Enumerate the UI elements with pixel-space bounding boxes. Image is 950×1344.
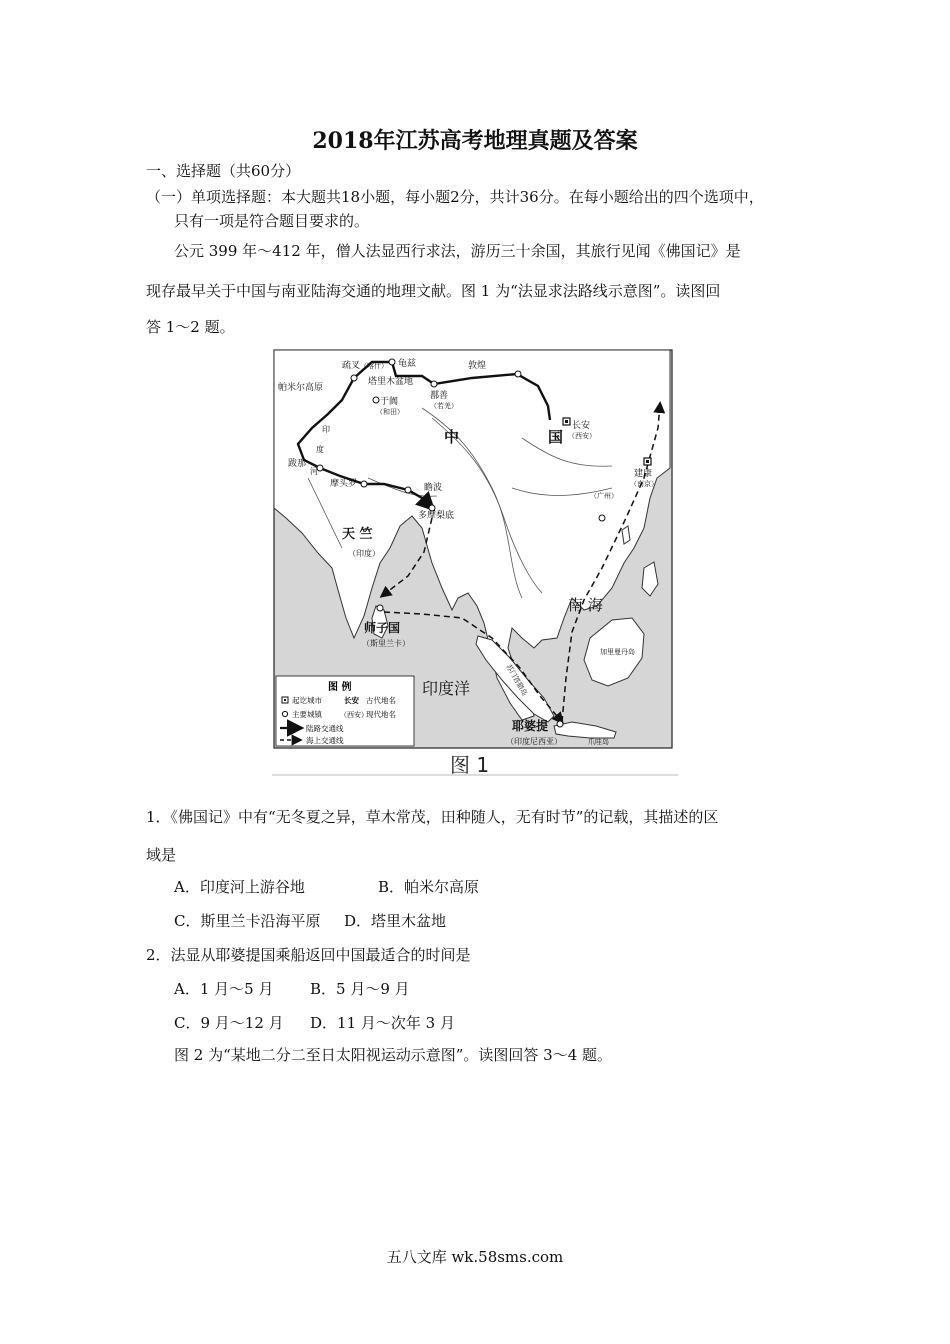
label-jiankang-modern: （南京） (630, 480, 658, 488)
legend-modern-label: 现代地名 (366, 710, 396, 719)
legend-ancient-label: 古代地名 (366, 696, 396, 705)
figure-2-intro: 图 2 为“某地二分二至日太阳视运动示意图”。读图回答 3～4 题。 (174, 1046, 613, 1064)
label-shanshan-modern: （若羌） (430, 402, 458, 410)
label-changan-modern: （西安） (568, 432, 596, 440)
legend-title: 图 例 (328, 682, 352, 693)
label-changan: 长安 (572, 421, 591, 431)
label-jiankang: 建康 (634, 469, 653, 479)
legend-start-city: 起讫城市 (292, 696, 322, 705)
label-tianzhu-modern: （印度） (348, 549, 380, 558)
label-guici: 龟兹 (398, 359, 417, 369)
subsection-line-2: 只有一项是符合题目要求的。 (174, 212, 370, 230)
figure-caption: 图 1 (450, 753, 490, 776)
legend-main-town: 主要城镇 (292, 710, 322, 719)
q2-option-a: A．1 月～5 月 (174, 980, 274, 998)
label-shiziguo: 师子国 (364, 621, 401, 635)
label-tamralipti: 多摩梨底 (418, 511, 455, 521)
legend-land-route: 陆路交通线 (306, 724, 344, 733)
label-kalimantan: 加里曼丹岛 (600, 648, 635, 656)
figure-1 (272, 348, 678, 776)
map-legend (276, 676, 414, 746)
label-shule-modern: （喀什） (360, 362, 388, 370)
subsection-line-1: （一）单项选择题：本大题共18小题，每小题2分，共计36分。在每小题给出的四个选项中， (146, 188, 764, 206)
label-yutian: 于阗 (380, 397, 399, 407)
legend-sea-route: 海上交通线 (306, 736, 344, 745)
q1-option-a: A．印度河上游谷地 (174, 878, 305, 896)
label-guangzhou: （广州） (590, 492, 618, 500)
label-tarim: 塔里木盆地 (368, 377, 414, 387)
intro-line-1: 公元 399 年～412 年，僧人法显西行求法，游历三十余国，其旅行见闻《佛国记》是 (174, 242, 741, 260)
label-java: 爪哇岛 (588, 738, 609, 746)
q2-option-c: C．9 月～12 月 (174, 1014, 284, 1032)
label-zhong: 中 (444, 428, 460, 446)
label-sumatra: 苏门答腊岛 (504, 663, 529, 698)
label-nanhai: 南 海 (568, 596, 603, 614)
label-shanshan: 鄯善 (430, 391, 449, 401)
intro-line-3: 答 1～2 题。 (146, 318, 235, 336)
label-yepoti-modern: （印度尼西亚） (506, 737, 562, 746)
intro-line-2: 现存最早关于中国与南亚陆海交通的地理文献。图 1 为“法显求法路线示意图”。读图回 (146, 282, 721, 300)
label-guo: 国 (548, 428, 564, 446)
page-title: 2018年江苏高考地理真题及答案 (312, 128, 638, 154)
q1-option-d: D．塔里木盆地 (344, 912, 447, 930)
q2-option-b: B．5 月～9 月 (310, 980, 410, 998)
label-yutian-modern: （和田） (376, 408, 404, 416)
label-mathura: 摩头罗 (330, 479, 358, 489)
label-tuona: 跋那 (288, 459, 307, 469)
q1-stem-line-2: 域是 (146, 846, 177, 864)
label-indian-ocean: 印度洋 (422, 679, 471, 698)
label-yepoti: 耶婆提 (512, 719, 549, 733)
label-tianzhu: 天 竺 (342, 527, 373, 542)
label-shiziguo-modern: （斯里兰卡） (362, 639, 410, 648)
footer-watermark: 五八文库 wk.58sms.com (386, 1248, 564, 1266)
label-yin: 印 (322, 425, 330, 434)
label-dunhuang: 敦煌 (468, 361, 487, 371)
q1-stem-line-1: 1．《佛国记》中有“无冬夏之异，草木常茂，田种随人，无有时节”的记载，其描述的区 (146, 808, 719, 826)
legend-modern-example: （西安） (340, 711, 368, 719)
q2-stem: 2．法显从耶婆提国乘船返回中国最适合的时间是 (146, 946, 471, 964)
q1-option-b: B．帕米尔高原 (378, 878, 480, 896)
section-heading: 一、选择题（共60分） (146, 162, 301, 180)
legend-ancient-example: 长安 (344, 696, 359, 705)
q2-option-d: D．11 月～次年 3 月 (310, 1014, 455, 1032)
q1-option-c: C．斯里兰卡沿海平原 (174, 912, 321, 930)
label-du: 度 (316, 445, 324, 454)
label-pamir: 帕米尔高原 (278, 383, 324, 393)
label-he: 河 (310, 467, 318, 476)
label-shule: 疏叉 (342, 361, 361, 371)
route-map (272, 348, 678, 776)
label-zhanbo: 瞻波 (424, 483, 443, 493)
